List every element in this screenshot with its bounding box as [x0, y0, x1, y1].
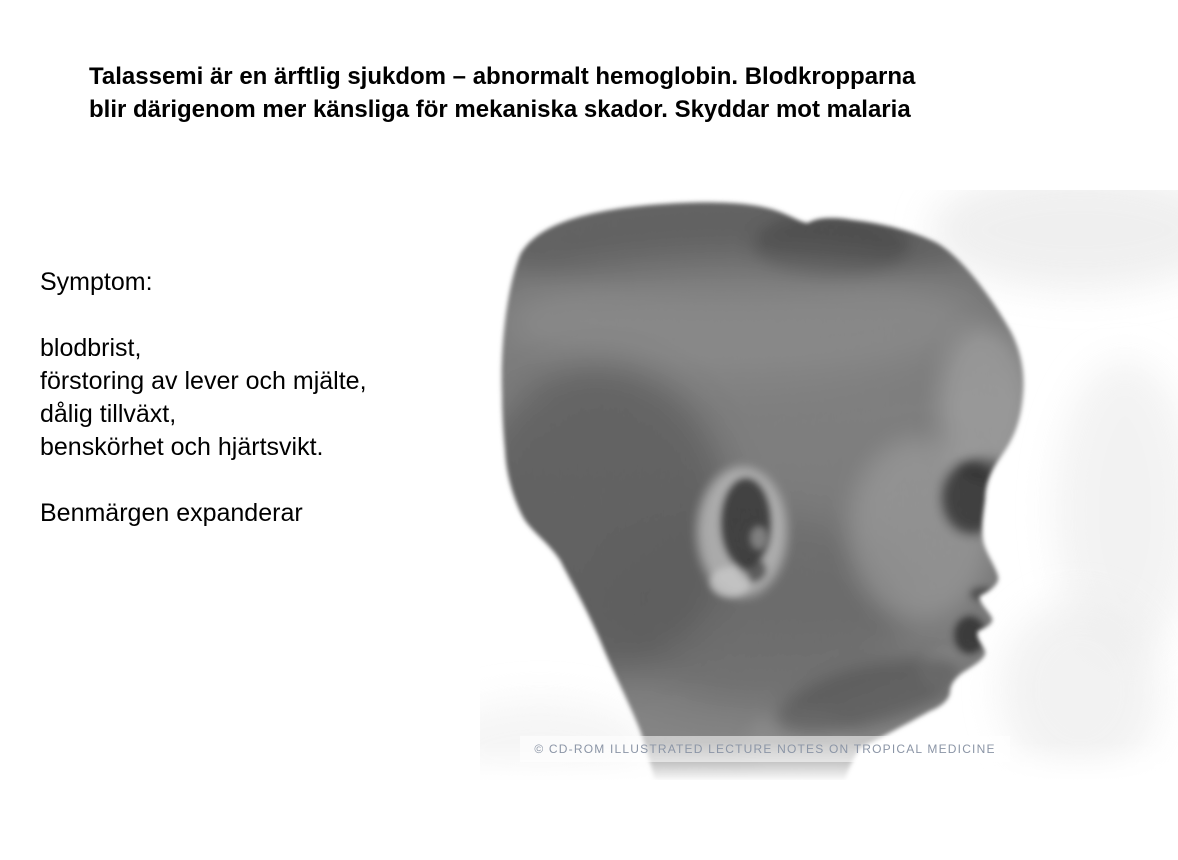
patient-photo	[480, 190, 1178, 780]
slide-title-line-1: Talassemi är en ärftlig sjukdom – abnormalt hemoglobin. Blodkropparna	[89, 63, 916, 90]
symptom-item: dålig tillväxt,	[40, 400, 177, 428]
symptom-item: förstoring av lever och mjälte,	[40, 367, 367, 395]
symptom-list	[40, 266, 367, 530]
symptom-item: benskörhet och hjärtsvikt.	[40, 433, 324, 461]
slide-title	[89, 60, 915, 126]
patient-photo-illustration	[480, 190, 1178, 780]
symptoms-heading: Symptom:	[40, 268, 153, 296]
photo-caption: © CD-ROM ILLUSTRATED LECTURE NOTES ON TROPICAL MEDICINE	[520, 736, 1010, 762]
slide-title-line-2: blir därigenom mer känsliga för mekaniska skador. Skyddar mot malaria	[89, 96, 911, 123]
bone-marrow-note: Benmärgen expanderar	[40, 499, 303, 527]
symptom-item: blodbrist,	[40, 334, 142, 362]
